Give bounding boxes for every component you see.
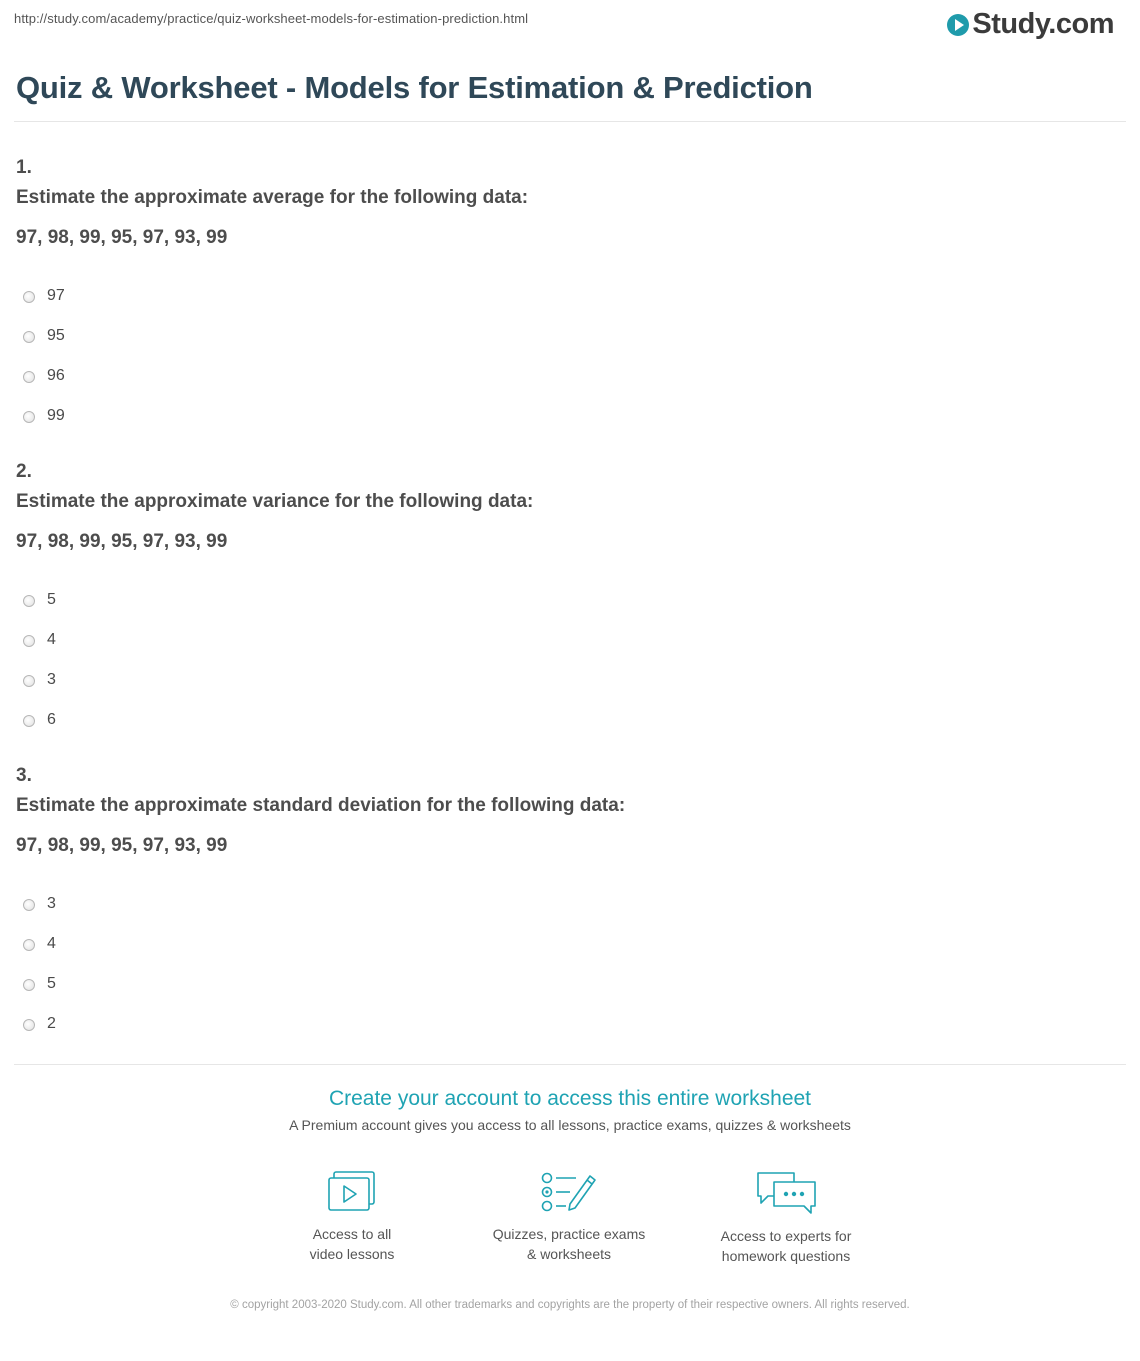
question-text: Estimate the approximate average for the following data:	[16, 187, 529, 208]
divider	[14, 1064, 1126, 1065]
answer-label: 5	[47, 975, 56, 992]
answer-option[interactable]	[23, 700, 1116, 740]
question-data: 97, 98, 99, 95, 97, 93, 99	[16, 227, 228, 248]
question-number: 3.	[16, 765, 32, 786]
answer-label: 4	[47, 935, 56, 952]
answer-option[interactable]	[23, 964, 1116, 1004]
answer-label: 3	[47, 895, 56, 912]
quiz-checklist-icon	[540, 1170, 598, 1214]
answer-label: 99	[47, 407, 65, 424]
top-bar	[14, 10, 1126, 44]
answer-option[interactable]	[23, 884, 1116, 924]
radio-button[interactable]	[23, 715, 35, 727]
page-url: http://study.com/academy/practice/quiz-worksheet-models-for-estimation-prediction.html	[14, 11, 529, 26]
question-1	[16, 154, 1116, 436]
question-data: 97, 98, 99, 95, 97, 93, 99	[16, 835, 228, 856]
radio-button[interactable]	[23, 635, 35, 647]
answer-label: 95	[47, 327, 65, 344]
question-2	[16, 458, 1116, 740]
question-text: Estimate the approximate standard deviation for the following data:	[16, 795, 626, 816]
question-data: 97, 98, 99, 95, 97, 93, 99	[16, 531, 228, 552]
play-circle-icon	[947, 14, 969, 36]
radio-button[interactable]	[23, 1019, 35, 1031]
question-3	[16, 762, 1116, 1044]
feature-label-line: Access to all	[312, 1226, 392, 1242]
radio-button[interactable]	[23, 371, 35, 383]
radio-button[interactable]	[23, 595, 35, 607]
page-title: Quiz & Worksheet - Models for Estimation & Prediction	[16, 70, 813, 105]
radio-button[interactable]	[23, 411, 35, 423]
feature-label	[252, 1224, 452, 1264]
feature-label	[686, 1226, 886, 1266]
answer-label: 3	[47, 671, 56, 688]
radio-button[interactable]	[23, 939, 35, 951]
feature-label-line: video lessons	[309, 1246, 395, 1262]
answer-option[interactable]	[23, 924, 1116, 964]
feature-label-line: & worksheets	[526, 1246, 612, 1262]
answer-option[interactable]	[23, 276, 1116, 316]
feature-label-line: homework questions	[721, 1248, 851, 1264]
copyright-notice: © copyright 2003-2020 Study.com. All other trademarks and copyrights are the property of their respective owners. All rights reserved.	[230, 1299, 910, 1311]
answer-option[interactable]	[23, 620, 1116, 660]
answer-option[interactable]	[23, 396, 1116, 436]
study-logo[interactable]	[947, 10, 1114, 39]
radio-button[interactable]	[23, 291, 35, 303]
feature-video-lessons	[252, 1170, 452, 1264]
answer-label: 2	[47, 1015, 56, 1032]
radio-button[interactable]	[23, 675, 35, 687]
logo-text: Study.com	[972, 8, 1114, 40]
feature-quizzes	[469, 1170, 669, 1264]
video-lessons-icon	[326, 1170, 378, 1214]
premium-description: A Premium account gives you access to all lessons, practice exams, quizzes & worksheets	[289, 1117, 851, 1133]
radio-button[interactable]	[23, 331, 35, 343]
radio-button[interactable]	[23, 899, 35, 911]
answer-options	[16, 884, 1116, 1044]
create-account-link[interactable]: Create your account to access this entire worksheet	[328, 1087, 812, 1110]
feature-experts	[686, 1170, 886, 1266]
feature-label-line: Access to experts for	[720, 1228, 852, 1244]
answer-label: 4	[47, 631, 56, 648]
radio-button[interactable]	[23, 979, 35, 991]
answer-option[interactable]	[23, 660, 1116, 700]
answer-options	[16, 580, 1116, 740]
feature-label-line: Quizzes, practice exams	[492, 1226, 646, 1242]
answer-label: 96	[47, 367, 65, 384]
divider	[14, 121, 1126, 122]
answer-option[interactable]	[23, 580, 1116, 620]
answer-options	[16, 276, 1116, 436]
question-number: 1.	[16, 157, 32, 178]
answer-label: 5	[47, 591, 56, 608]
answer-label: 6	[47, 711, 56, 728]
feature-label	[469, 1224, 669, 1264]
chat-bubbles-icon	[754, 1170, 818, 1216]
question-number: 2.	[16, 461, 32, 482]
question-text: Estimate the approximate variance for the following data:	[16, 491, 534, 512]
answer-option[interactable]	[23, 316, 1116, 356]
answer-option[interactable]	[23, 356, 1116, 396]
answer-option[interactable]	[23, 1004, 1116, 1044]
answer-label: 97	[47, 287, 65, 304]
